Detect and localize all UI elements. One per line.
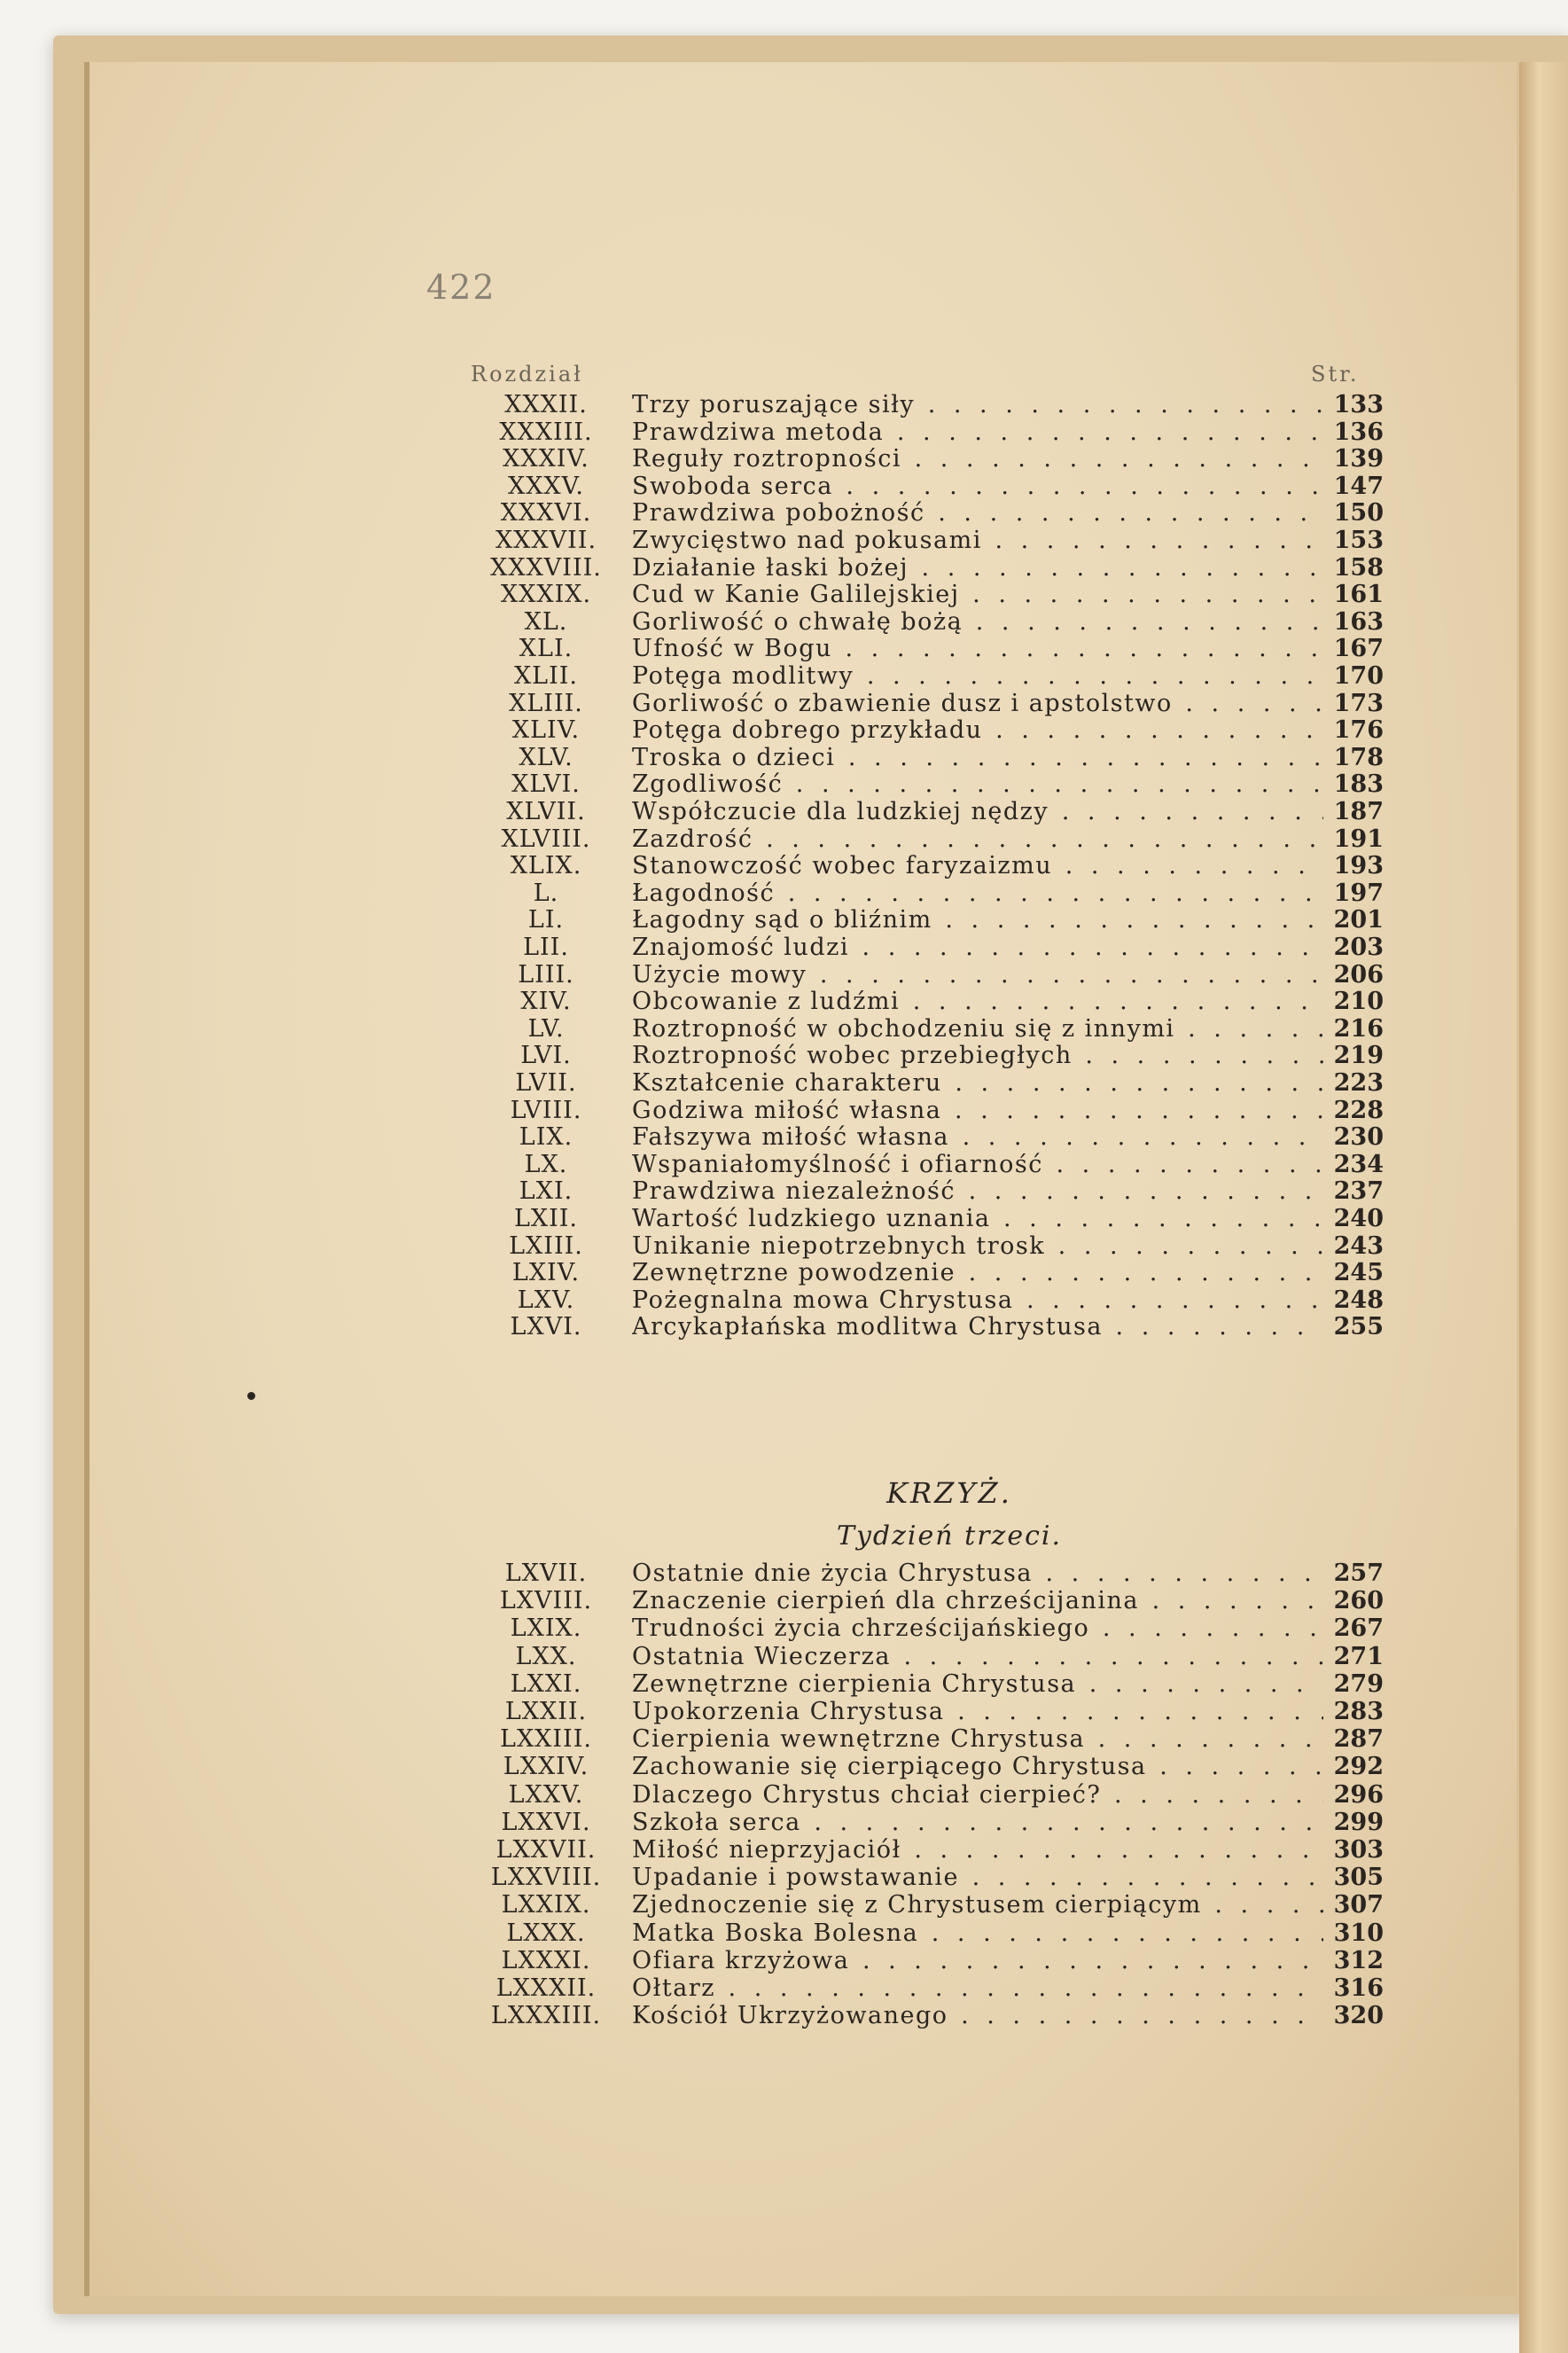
chapter-page-number: 299 xyxy=(1333,1808,1384,1836)
chapter-page-number: 170 xyxy=(1333,662,1384,690)
chapter-page-number: 260 xyxy=(1333,1587,1384,1615)
chapter-page-number: 279 xyxy=(1333,1669,1384,1698)
chapter-title: Zewnętrzne cierpienia Chrystusa . . . xyxy=(632,1671,1323,1698)
toc-entry xyxy=(90,799,1517,825)
toc-entry xyxy=(90,1588,1517,1614)
toc-entry xyxy=(90,609,1517,636)
toc-entry xyxy=(90,1233,1517,1260)
toc-entry xyxy=(90,1726,1517,1753)
chapter-number: LVIII. xyxy=(510,1096,582,1124)
chapter-page-number: 287 xyxy=(1333,1725,1384,1754)
toc-entry xyxy=(90,1948,1517,1974)
chapter-page-number: 178 xyxy=(1333,743,1384,771)
toc-entry xyxy=(90,771,1517,798)
chapter-page-number: 167 xyxy=(1333,635,1384,663)
chapter-number: XXXVII. xyxy=(495,527,597,554)
chapter-number: LXXVIII. xyxy=(490,1864,602,1892)
chapter-page-number: 136 xyxy=(1333,418,1384,446)
chapter-title: Arcykapłańska modlitwa Chrystusa . . . xyxy=(632,1314,1323,1341)
chapter-number: L. xyxy=(533,879,559,907)
chapter-title: Pożegnalna mowa Chrystusa . . . xyxy=(632,1287,1323,1314)
chapter-number: XXXVI. xyxy=(500,499,592,528)
chapter-page-number: 147 xyxy=(1333,472,1384,500)
chapter-number: LXXII. xyxy=(504,1698,588,1725)
chapter-page-number: 245 xyxy=(1333,1259,1384,1287)
chapter-number: LXXIII. xyxy=(500,1725,592,1754)
chapter-number: LXXI. xyxy=(510,1669,582,1698)
toc-entry xyxy=(90,1892,1517,1919)
chapter-number: LI. xyxy=(527,906,565,934)
chapter-number: LXXXI. xyxy=(501,1946,591,1974)
chapter-number: XXXII. xyxy=(504,391,588,418)
chapter-page-number: 292 xyxy=(1333,1753,1384,1781)
chapter-page-number: 237 xyxy=(1333,1177,1384,1206)
chapter-page-number: 150 xyxy=(1333,499,1384,528)
chapter-page-number: 248 xyxy=(1333,1286,1384,1314)
toc-entry xyxy=(90,745,1517,771)
chapter-page-number: 283 xyxy=(1333,1698,1384,1725)
toc-entry xyxy=(90,1671,1517,1698)
chapter-number: LXXXII. xyxy=(495,1974,597,2002)
chapter-title: Fałszywa miłość własna . . . xyxy=(632,1124,1323,1151)
toc-entry xyxy=(90,717,1517,744)
toc-entry xyxy=(90,1043,1517,1069)
chapter-number: LXIX. xyxy=(510,1614,582,1643)
chapter-title: Zachowanie się cierpiącego Chrystusa . . . xyxy=(632,1754,1323,1780)
chapter-number: LXVI. xyxy=(510,1313,582,1341)
chapter-title: Obcowanie z ludźmi . . . xyxy=(632,989,1323,1015)
toc-entry xyxy=(90,1864,1517,1891)
chapter-number: XLVII. xyxy=(506,798,586,825)
chapter-page-number: 163 xyxy=(1333,607,1384,636)
chapter-title: Ostatnia Wieczerza . . . xyxy=(632,1644,1323,1670)
chapter-number: XXXIX. xyxy=(500,581,592,609)
toc-entry xyxy=(90,826,1517,853)
chapter-number: XLIV. xyxy=(511,716,581,745)
chapter-number: LXV. xyxy=(517,1286,575,1314)
chapter-number: LVI. xyxy=(520,1042,572,1070)
toc-entry xyxy=(90,582,1517,608)
chapter-title: Łagodność . . . xyxy=(632,880,1323,907)
section-subtitle: Tydzień trzeci. xyxy=(836,1520,1063,1552)
toc-entry xyxy=(90,1260,1517,1286)
chapter-title: Zwycięstwo nad pokusami . . . xyxy=(632,528,1323,554)
chapter-title: Użycie mowy . . . xyxy=(632,962,1323,989)
chapter-page-number: 176 xyxy=(1333,716,1384,745)
chapter-number: XLII. xyxy=(513,662,579,690)
chapter-number: LXXV. xyxy=(508,1780,584,1809)
chapter-title: Miłość nieprzyjaciół . . . xyxy=(632,1837,1323,1864)
toc-entry xyxy=(90,500,1517,527)
chapter-number: XLVI. xyxy=(511,770,581,799)
chapter-title: Trzy poruszające siły . . . xyxy=(632,392,1323,418)
chapter-title: Zazdrość . . . xyxy=(632,826,1323,853)
chapter-number: LXI. xyxy=(519,1177,573,1206)
chapter-page-number: 240 xyxy=(1333,1205,1384,1232)
toc-entry xyxy=(90,853,1517,879)
chapter-title: Upadanie i powstawanie . . . xyxy=(632,1864,1323,1891)
chapter-number: LXIV. xyxy=(511,1259,581,1287)
chapter-page-number: 267 xyxy=(1333,1614,1384,1643)
chapter-page-number: 320 xyxy=(1333,2002,1384,2030)
chapter-title: Dlaczego Chrystus chciał cierpieć? . . . xyxy=(632,1782,1323,1809)
chapter-page-number: 257 xyxy=(1333,1560,1384,1587)
toc-entry xyxy=(90,1016,1517,1043)
toc-entry xyxy=(90,1560,1517,1587)
chapter-page-number: 201 xyxy=(1333,906,1384,934)
chapter-title: Potęga modlitwy . . . xyxy=(632,663,1323,690)
chapter-page-number: 139 xyxy=(1333,445,1384,473)
chapter-page-number: 187 xyxy=(1333,798,1384,825)
chapter-number: LII. xyxy=(523,934,569,961)
toc-entry xyxy=(90,2003,1517,2029)
chapter-number: XLVIII. xyxy=(501,825,591,853)
chapter-title: Wartość ludzkiego uznania . . . xyxy=(632,1206,1323,1232)
chapter-page-number: 161 xyxy=(1333,581,1384,609)
chapter-number: XXXIV. xyxy=(503,445,589,473)
chapter-title: Cierpienia wewnętrzne Chrystusa . . . xyxy=(632,1726,1323,1753)
chapter-page-number: 197 xyxy=(1333,879,1384,907)
chapter-title: Wspaniałomyślność i ofiarność . . . xyxy=(632,1152,1323,1178)
chapter-title: Gorliwość o zbawienie dusz i apstolstwo . . . xyxy=(632,691,1323,717)
chapter-title: Ufność w Bogu . . . xyxy=(632,636,1323,662)
chapter-number: XIV. xyxy=(520,988,572,1016)
toc-entry xyxy=(90,1124,1517,1151)
chapter-number: LXXXIII. xyxy=(490,2002,602,2030)
toc-entry xyxy=(90,555,1517,582)
chapter-title: Działanie łaski bożej . . . xyxy=(632,555,1323,582)
toc-entry xyxy=(90,663,1517,690)
chapter-page-number: 303 xyxy=(1333,1836,1384,1864)
chapter-number: XLI. xyxy=(519,635,573,663)
chapter-page-number: 133 xyxy=(1333,391,1384,418)
chapter-page-number: 307 xyxy=(1333,1891,1384,1919)
chapter-number: XLIII. xyxy=(509,689,583,717)
chapter-number: LXXIX. xyxy=(501,1891,591,1919)
chapter-number: LXIII. xyxy=(509,1231,583,1260)
chapter-page-number: 230 xyxy=(1333,1123,1384,1152)
chapter-number: LVII. xyxy=(515,1069,577,1097)
chapter-page-number: 271 xyxy=(1333,1642,1384,1670)
chapter-title: Swoboda serca . . . xyxy=(632,473,1323,500)
chapter-title: Potęga dobrego przykładu . . . xyxy=(632,717,1323,744)
chapter-title: Szkoła serca . . . xyxy=(632,1810,1323,1836)
chapter-title: Troska o dzieci . . . xyxy=(632,745,1323,771)
chapter-page-number: 153 xyxy=(1333,527,1384,554)
toc-entry xyxy=(90,1178,1517,1205)
toc-entry xyxy=(90,691,1517,717)
chapter-column-header: Rozdział xyxy=(471,362,583,387)
toc-entry xyxy=(90,1152,1517,1178)
toc-entry xyxy=(90,1699,1517,1725)
chapter-title: Unikanie niepotrzebnych trosk . . . xyxy=(632,1233,1323,1260)
toc-entry xyxy=(90,528,1517,554)
chapter-title: Reguły roztropności . . . xyxy=(632,446,1323,473)
chapter-number: LXVII. xyxy=(504,1560,588,1587)
ink-dot xyxy=(247,1392,255,1400)
chapter-number: XXXV. xyxy=(507,472,585,500)
chapter-title: Matka Boska Bolesna . . . xyxy=(632,1920,1323,1947)
toc-entry xyxy=(90,1314,1517,1341)
chapter-number: XXXVIII. xyxy=(490,553,602,582)
chapter-title: Stanowczość wobec faryzaizmu . . . xyxy=(632,853,1323,879)
chapter-title: Upokorzenia Chrystusa . . . xyxy=(632,1699,1323,1725)
chapter-page-number: 312 xyxy=(1333,1946,1384,1974)
chapter-number: XL. xyxy=(524,607,568,636)
chapter-title: Ołtarz . . . xyxy=(632,1975,1323,2002)
chapter-title: Zgodliwość . . . xyxy=(632,771,1323,798)
toc-entry xyxy=(90,1754,1517,1780)
chapter-number: LV. xyxy=(527,1014,565,1043)
toc-entry xyxy=(90,880,1517,907)
book-page xyxy=(84,62,1517,2296)
chapter-number: XLIX. xyxy=(510,852,582,880)
chapter-number: LIII. xyxy=(518,960,574,989)
chapter-number: LXXIV. xyxy=(503,1753,589,1781)
chapter-title: Znajomość ludzi . . . xyxy=(632,934,1323,961)
chapter-page-number: 183 xyxy=(1333,770,1384,799)
chapter-number: LXXX. xyxy=(506,1919,586,1947)
chapter-title: Współczucie dla ludzkiej nędzy . . . xyxy=(632,799,1323,825)
toc-entry xyxy=(90,446,1517,473)
chapter-title: Zewnętrzne powodzenie . . . xyxy=(632,1260,1323,1286)
chapter-title: Ofiara krzyżowa . . . xyxy=(632,1948,1323,1974)
chapter-page-number: 296 xyxy=(1333,1780,1384,1809)
chapter-title: Kształcenie charakteru . . . xyxy=(632,1070,1323,1097)
chapter-page-number: 193 xyxy=(1333,852,1384,880)
chapter-title: Gorliwość o chwałę bożą . . . xyxy=(632,609,1323,636)
toc-entry xyxy=(90,419,1517,446)
chapter-title: Trudności życia chrześcijańskiego . . . xyxy=(632,1615,1323,1642)
chapter-page-number: 305 xyxy=(1333,1864,1384,1892)
section-title: KRZYŻ. xyxy=(886,1476,1012,1510)
toc-entry xyxy=(90,392,1517,418)
toc-entry xyxy=(90,1206,1517,1232)
chapter-page-number: 310 xyxy=(1333,1919,1384,1947)
toc-entry xyxy=(90,934,1517,961)
toc-entry xyxy=(90,1287,1517,1314)
chapter-page-number: 228 xyxy=(1333,1096,1384,1124)
toc-entry xyxy=(90,962,1517,989)
chapter-title: Znaczenie cierpień dla chrześcijanina . . . xyxy=(632,1588,1323,1614)
right-page-edge xyxy=(1519,62,1568,2353)
chapter-title: Roztropność wobec przebiegłych . . . xyxy=(632,1043,1323,1069)
toc-entry xyxy=(90,1975,1517,2002)
chapter-number: LIX. xyxy=(519,1123,573,1152)
chapter-title: Prawdziwa metoda . . . xyxy=(632,419,1323,446)
toc-entry xyxy=(90,1644,1517,1670)
toc-entry xyxy=(90,1810,1517,1836)
chapter-page-number: 219 xyxy=(1333,1042,1384,1070)
chapter-number: LX. xyxy=(524,1150,568,1178)
chapter-title: Roztropność w obchodzeniu się z innymi . . . xyxy=(632,1016,1323,1043)
chapter-page-number: 158 xyxy=(1333,553,1384,582)
chapter-page-number: 210 xyxy=(1333,988,1384,1016)
page-column-header: Str. xyxy=(1311,362,1360,387)
chapter-page-number: 173 xyxy=(1333,689,1384,717)
chapter-number: LXVIII. xyxy=(499,1587,593,1615)
chapter-page-number: 255 xyxy=(1333,1313,1384,1341)
chapter-title: Cud w Kanie Galilejskiej . . . xyxy=(632,582,1323,608)
chapter-title: Kościół Ukrzyżowanego . . . xyxy=(632,2003,1323,2029)
chapter-number: LXX. xyxy=(515,1642,577,1670)
chapter-title: Ostatnie dnie życia Chrystusa . . . xyxy=(632,1560,1323,1587)
chapter-title: Łagodny sąd o bliźnim . . . xyxy=(632,907,1323,934)
chapter-title: Godziwa miłość własna . . . xyxy=(632,1098,1323,1124)
chapter-title: Prawdziwa pobożność . . . xyxy=(632,500,1323,527)
toc-entry xyxy=(90,636,1517,662)
chapter-number: LXXVII. xyxy=(495,1836,597,1864)
chapter-title: Zjednoczenie się z Chrystusem cierpiącym . . . xyxy=(632,1892,1323,1919)
chapter-page-number: 203 xyxy=(1333,934,1384,961)
chapter-page-number: 206 xyxy=(1333,960,1384,989)
chapter-number: LXXVI. xyxy=(501,1808,591,1836)
toc-entry xyxy=(90,907,1517,934)
toc-entry xyxy=(90,473,1517,500)
toc-entry xyxy=(90,1615,1517,1642)
chapter-page-number: 243 xyxy=(1333,1231,1384,1260)
chapter-page-number: 234 xyxy=(1333,1150,1384,1178)
toc-entry xyxy=(90,989,1517,1015)
toc-entry xyxy=(90,1098,1517,1124)
chapter-number: XXXIII. xyxy=(499,418,593,446)
toc-entry xyxy=(90,1070,1517,1097)
chapter-number: LXII. xyxy=(513,1205,579,1232)
chapter-page-number: 216 xyxy=(1333,1014,1384,1043)
chapter-page-number: 223 xyxy=(1333,1069,1384,1097)
toc-entry xyxy=(90,1837,1517,1864)
toc-entry xyxy=(90,1920,1517,1947)
chapter-page-number: 191 xyxy=(1333,825,1384,853)
chapter-title: Prawdziwa niezależność . . . xyxy=(632,1178,1323,1205)
chapter-number: XLV. xyxy=(519,743,573,771)
page-number: 422 xyxy=(426,268,496,307)
chapter-page-number: 316 xyxy=(1333,1974,1384,2002)
toc-entry xyxy=(90,1782,1517,1809)
